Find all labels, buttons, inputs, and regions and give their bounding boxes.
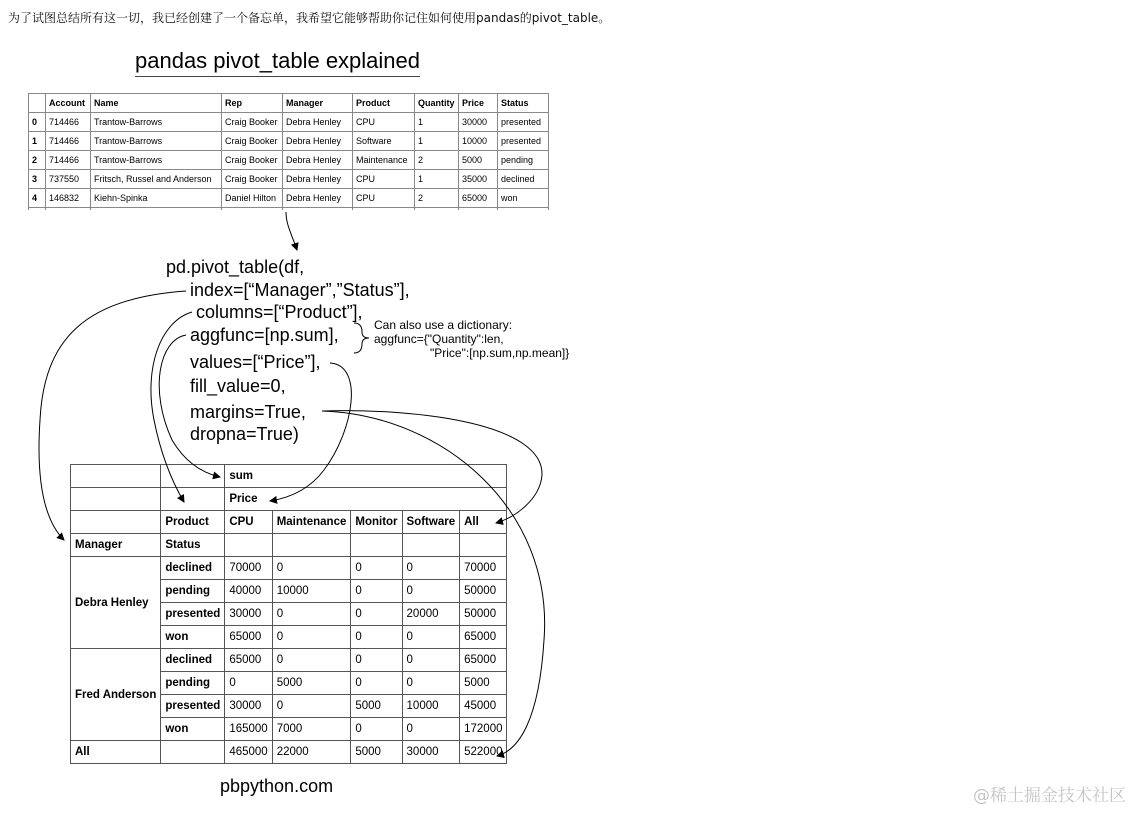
pivot-status-cell: pending (161, 580, 225, 603)
pivot-product-header: Maintenance (272, 511, 351, 534)
source-header-cell: Rep (222, 94, 283, 113)
pivot-status-cell: presented (161, 695, 225, 718)
source-cell: 2 (415, 151, 459, 170)
source-cell: Software (353, 132, 415, 151)
footer-source: pbpython.com (220, 776, 334, 796)
pivot-product-header: CPU (225, 511, 272, 534)
pivot-total-cell: 5000 (351, 741, 402, 764)
intro-text: 为了试图总结所有这一切，我已经创建了一个备忘单，我希望它能够帮助你记住如何使用pandas的pivot_table。 (8, 11, 611, 25)
pivot-value-cell: 0 (272, 695, 351, 718)
pivot-value-cell: 50000 (460, 603, 507, 626)
source-cell: 35000 (459, 170, 498, 189)
source-cell: Trantow-Barrows (91, 151, 222, 170)
source-row-index: 4 (29, 189, 46, 208)
figure-title: pandas pivot_table explained (135, 48, 420, 77)
pivot-status-cell: pending (161, 672, 225, 695)
source-row-index: 3 (29, 170, 46, 189)
pivot-value-cell: 172000 (460, 718, 507, 741)
pivot-value-cell: 5000 (272, 672, 351, 695)
pivot-total-cell: 522000 (460, 741, 507, 764)
source-header-cell: Status (498, 94, 549, 113)
arrow-index-to-manager (39, 291, 186, 540)
pivot-value-cell: 50000 (460, 580, 507, 603)
pivot-total-label: All (71, 741, 161, 764)
pivot-manager-cell: Fred Anderson (71, 649, 161, 741)
code-line-fill-value: fill_value=0, (190, 376, 286, 396)
pivot-total-cell: 465000 (225, 741, 272, 764)
source-cell: 714466 (46, 113, 91, 132)
pivot-status-cell: won (161, 626, 225, 649)
pivot-value-cell: 0 (402, 649, 460, 672)
pivot-values-label: Price (225, 488, 507, 511)
code-line-dropna: dropna=True) (190, 424, 299, 444)
source-cell: Debra Henley (283, 151, 353, 170)
pivot-status-cell: presented (161, 603, 225, 626)
source-cell: Daniel Hilton (222, 189, 283, 208)
arrow-margins-to-all-col (322, 411, 542, 523)
source-cell: 146832 (46, 189, 91, 208)
source-cell: Craig Booker (222, 170, 283, 189)
source-header-cell: Account (46, 94, 91, 113)
source-cell: 714466 (46, 151, 91, 170)
pivot-value-cell: 0 (272, 626, 351, 649)
pivot-status-cell: declined (161, 557, 225, 580)
pivot-value-cell: 65000 (460, 626, 507, 649)
source-cell: Kiehn-Spinka (91, 189, 222, 208)
pivot-product-label: Product (161, 511, 225, 534)
source-cell: 714466 (46, 132, 91, 151)
arrow-aggfunc-to-sum (159, 335, 220, 477)
pivot-status-label: Status (161, 534, 225, 557)
pivot-product-header: Monitor (351, 511, 402, 534)
source-cell: Debra Henley (283, 170, 353, 189)
pivot-total-cell: 22000 (272, 741, 351, 764)
pivot-value-cell: 5000 (460, 672, 507, 695)
aggfunc-note-line: Can also use a dictionary: (374, 318, 513, 332)
pivot-manager-cell: Debra Henley (71, 557, 161, 649)
pivot-agg-label: sum (225, 465, 507, 488)
pivot-value-cell: 0 (351, 672, 402, 695)
source-cell: Craig Booker (222, 113, 283, 132)
source-cell: Trantow-Barrows (91, 132, 222, 151)
source-cell: declined (498, 170, 549, 189)
source-cell: Debra Henley (283, 132, 353, 151)
source-cell: CPU (353, 113, 415, 132)
source-cell: Trantow-Barrows (91, 113, 222, 132)
pivot-manager-label: Manager (71, 534, 161, 557)
pivot-value-cell: 65000 (225, 649, 272, 672)
source-header-cell: Name (91, 94, 222, 113)
pivot-value-cell: 0 (402, 557, 460, 580)
source-row-index: 2 (29, 151, 46, 170)
source-cell: 30000 (459, 113, 498, 132)
source-cell: Fritsch, Russel and Anderson (91, 170, 222, 189)
pivot-status-cell: declined (161, 649, 225, 672)
arrow-columns-to-product (151, 312, 192, 502)
pivot-value-cell: 0 (351, 580, 402, 603)
pivot-value-cell: 30000 (225, 695, 272, 718)
pivot-value-cell: 165000 (225, 718, 272, 741)
pivot-value-cell: 70000 (460, 557, 507, 580)
pivot-value-cell: 30000 (225, 603, 272, 626)
pivot-value-cell: 0 (272, 557, 351, 580)
arrow-margins-to-all-row (322, 411, 545, 756)
pivot-value-cell: 7000 (272, 718, 351, 741)
pivot-product-header: Software (402, 511, 460, 534)
code-line-margins: margins=True, (190, 402, 306, 422)
source-cell: Craig Booker (222, 151, 283, 170)
arrow-values-to-price (270, 363, 351, 501)
arrow-df-to-code (286, 212, 297, 250)
pivot-status-cell: won (161, 718, 225, 741)
pivot-value-cell: 20000 (402, 603, 460, 626)
source-cell: pending (498, 151, 549, 170)
source-cell: Debra Henley (283, 189, 353, 208)
watermark: @稀土掘金技术社区 (973, 786, 1126, 806)
source-header-cell: Price (459, 94, 498, 113)
pivot-value-cell: 10000 (272, 580, 351, 603)
pivot-product-header: All (460, 511, 507, 534)
source-cell: 10000 (459, 132, 498, 151)
source-cell: 1 (415, 170, 459, 189)
source-row-index: 0 (29, 113, 46, 132)
pivot-value-cell: 40000 (225, 580, 272, 603)
aggfunc-brace (354, 323, 369, 353)
aggfunc-note-line: "Price":[np.sum,np.mean]} (430, 346, 570, 360)
source-cell: presented (498, 113, 549, 132)
pivot-value-cell: 45000 (460, 695, 507, 718)
source-header-cell: Manager (283, 94, 353, 113)
pivot-value-cell: 0 (272, 649, 351, 672)
pivot-value-cell: 0 (225, 672, 272, 695)
pivot-value-cell: 70000 (225, 557, 272, 580)
pivot-value-cell: 0 (351, 603, 402, 626)
code-line-call: pd.pivot_table(df, (166, 257, 305, 277)
pivot-value-cell: 0 (402, 580, 460, 603)
code-line-index: index=[“Manager”,”Status”], (190, 280, 410, 300)
pivot-value-cell: 65000 (460, 649, 507, 672)
source-cell: CPU (353, 170, 415, 189)
source-cell: 5000 (459, 151, 498, 170)
explanation-arrows (24, 40, 604, 810)
source-cell: 1 (415, 132, 459, 151)
pivot-total-cell: 30000 (402, 741, 460, 764)
source-cell: 2 (415, 189, 459, 208)
pivot-value-cell: 10000 (402, 695, 460, 718)
pivot-value-cell: 0 (351, 649, 402, 672)
source-cell: Craig Booker (222, 132, 283, 151)
source-cell: Debra Henley (283, 113, 353, 132)
code-line-values: values=[“Price”], (190, 352, 321, 372)
pivot-value-cell: 5000 (351, 695, 402, 718)
code-line-columns: columns=[“Product”], (196, 302, 363, 322)
source-row-index: 1 (29, 132, 46, 151)
pivot-value-cell: 0 (402, 672, 460, 695)
pivot-table-cheatsheet (24, 40, 604, 810)
pivot-value-cell: 0 (351, 557, 402, 580)
pivot-value-cell: 0 (272, 603, 351, 626)
pivot-value-cell: 65000 (225, 626, 272, 649)
pivot-value-cell: 0 (402, 626, 460, 649)
source-cell: 737550 (46, 170, 91, 189)
source-cell: 65000 (459, 189, 498, 208)
source-header-cell: Quantity (415, 94, 459, 113)
pivot-value-cell: 0 (351, 626, 402, 649)
source-header-cell: Product (353, 94, 415, 113)
pivot-value-cell: 0 (402, 718, 460, 741)
source-cell: 1 (415, 113, 459, 132)
source-cell: Maintenance (353, 151, 415, 170)
source-cell: won (498, 189, 549, 208)
aggfunc-note-line: aggfunc={"Quantity":len, (374, 332, 504, 346)
source-cell: CPU (353, 189, 415, 208)
code-line-aggfunc: aggfunc=[np.sum], (190, 325, 339, 345)
source-cell: presented (498, 132, 549, 151)
pivot-value-cell: 0 (351, 718, 402, 741)
